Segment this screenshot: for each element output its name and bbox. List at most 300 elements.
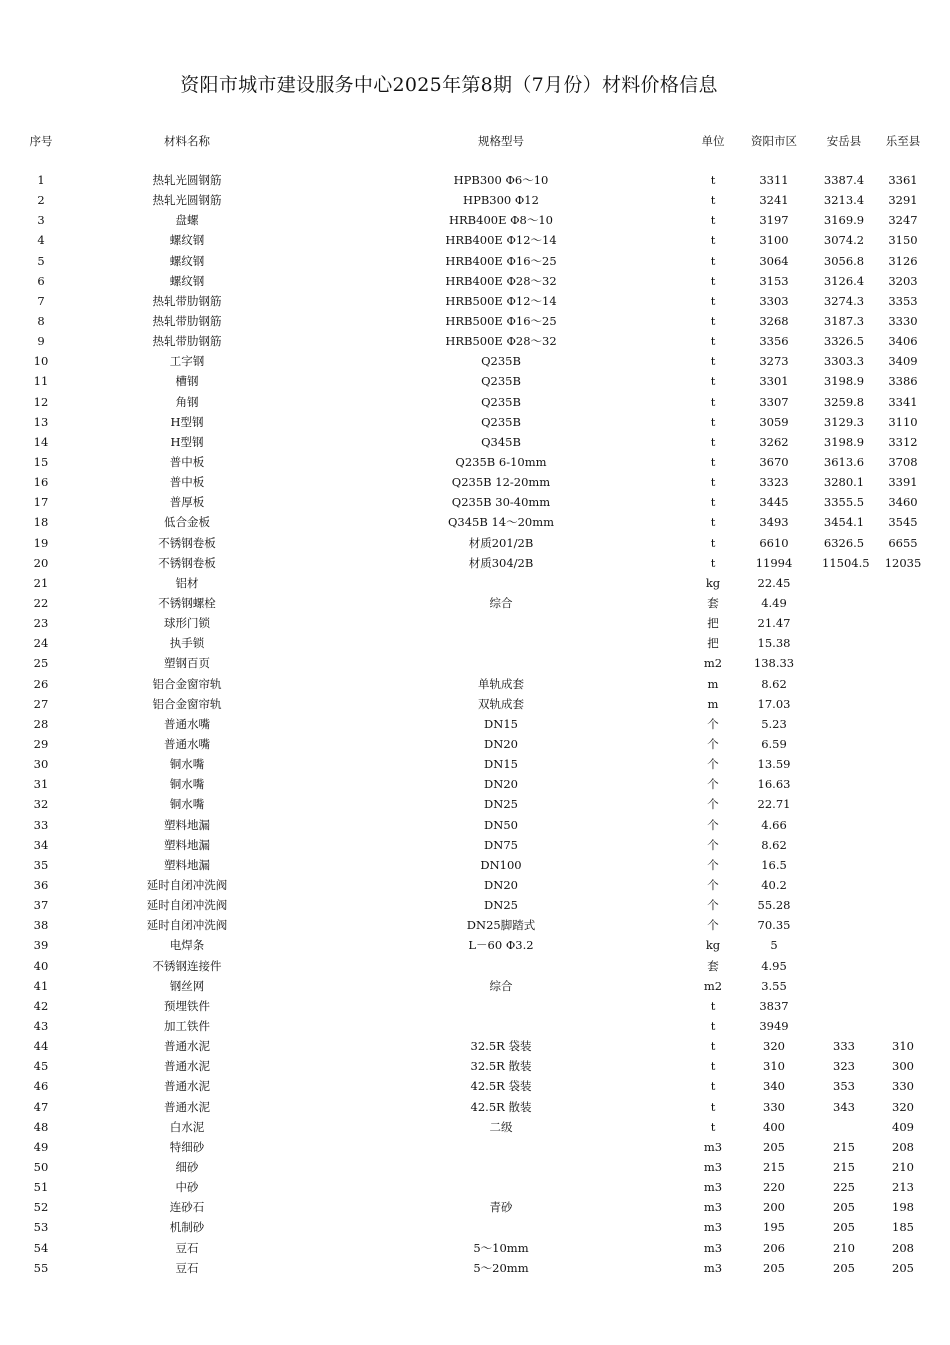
cell-unit: t xyxy=(710,233,716,248)
table-row xyxy=(10,291,940,311)
cell-lezhi xyxy=(866,694,940,714)
cell-ziyang: 4.49 xyxy=(761,596,787,611)
cell-lezhi: 300 xyxy=(892,1059,914,1074)
cell-spec: HRB400E Φ12～14 xyxy=(445,233,557,248)
cell-spec: DN15 xyxy=(484,716,518,731)
spacer-cell xyxy=(10,152,940,170)
cell-lezhi xyxy=(866,855,940,875)
cell-spec xyxy=(302,653,700,673)
cell-no: 16 xyxy=(33,475,49,490)
cell-ziyang: 4.95 xyxy=(761,958,787,973)
cell-lezhi xyxy=(866,754,940,774)
cell-no: 25 xyxy=(33,656,49,671)
cell-lezhi: 208 xyxy=(892,1240,914,1255)
header-ziyang: 资阳市区 xyxy=(751,134,797,148)
title-text: 资阳市城市建设服务中心2025年第8期（7月份）材料价格信息 xyxy=(180,74,718,96)
cell-spec: DN20 xyxy=(484,737,518,751)
header-no: 序号 xyxy=(29,134,53,148)
table-row xyxy=(10,573,940,593)
table-row xyxy=(10,230,940,250)
cell-no: 14 xyxy=(33,434,49,449)
cell-lezhi: 12035 xyxy=(884,555,922,570)
cell-unit: 套 xyxy=(707,596,719,611)
table-row xyxy=(10,794,940,814)
cell-no: 39 xyxy=(33,938,49,953)
cell-unit: m3 xyxy=(703,1180,723,1195)
cell-anyue: 3303.3 xyxy=(823,354,865,369)
cell-ziyang: 220 xyxy=(763,1180,785,1195)
cell-lezhi: 3545 xyxy=(888,515,918,530)
cell-unit: t xyxy=(710,253,716,268)
header-spacer xyxy=(10,152,940,170)
table-row xyxy=(10,1096,940,1116)
cell-ziyang: 310 xyxy=(763,1059,785,1074)
cell-no: 12 xyxy=(33,394,49,409)
cell-anyue xyxy=(822,996,866,1016)
cell-name: 豆石 xyxy=(175,1240,199,1255)
cell-unit: t xyxy=(710,354,716,369)
cell-name: 低合金板 xyxy=(164,515,210,530)
cell-spec: Q345B 14～20mm xyxy=(447,515,555,530)
table-row xyxy=(10,955,940,975)
cell-spec: DN100 xyxy=(480,857,522,872)
cell-no: 19 xyxy=(33,535,49,550)
cell-ziyang: 8.62 xyxy=(761,837,787,852)
cell-anyue: 215 xyxy=(833,1139,855,1154)
cell-no: 29 xyxy=(33,737,49,751)
cell-no: 15 xyxy=(33,455,49,470)
cell-no: 18 xyxy=(33,515,49,530)
cell-name: 螺纹钢 xyxy=(169,273,205,288)
cell-ziyang: 3301 xyxy=(759,374,789,389)
table-row xyxy=(10,351,940,371)
cell-unit: m3 xyxy=(703,1139,723,1154)
cell-lezhi xyxy=(866,653,940,673)
cell-ziyang: 22.45 xyxy=(757,575,791,590)
cell-lezhi: 3708 xyxy=(888,455,918,470)
cell-spec: 青砂 xyxy=(489,1200,513,1215)
cell-no: 53 xyxy=(33,1220,49,1235)
cell-lezhi xyxy=(866,774,940,794)
cell-anyue xyxy=(822,694,866,714)
cell-spec: DN75 xyxy=(484,837,518,852)
cell-unit: m xyxy=(707,696,719,711)
cell-lezhi: 3386 xyxy=(888,374,918,389)
cell-ziyang: 400 xyxy=(763,1119,785,1134)
cell-lezhi xyxy=(866,613,940,633)
cell-no: 11 xyxy=(33,374,49,389)
cell-spec: DN50 xyxy=(484,817,518,832)
table-row xyxy=(10,392,940,412)
cell-unit: t xyxy=(710,1059,716,1074)
cell-unit: t xyxy=(710,455,716,470)
header-lezhi: 乐至县 xyxy=(885,134,921,148)
cell-lezhi: 6655 xyxy=(888,535,918,550)
table-row xyxy=(10,170,940,190)
cell-no: 46 xyxy=(33,1079,49,1094)
cell-ziyang: 3262 xyxy=(759,434,789,449)
cell-unit: 个 xyxy=(707,716,719,731)
table-row xyxy=(10,1056,940,1076)
cell-ziyang: 3311 xyxy=(759,173,789,188)
cell-lezhi: 208 xyxy=(892,1139,914,1154)
cell-name: 塑料地漏 xyxy=(164,837,210,852)
cell-lezhi: 3110 xyxy=(888,414,918,429)
cell-spec: 二级 xyxy=(489,1119,513,1134)
cell-name: 不锈钢螺栓 xyxy=(158,596,216,611)
cell-name: 铝合金窗帘轨 xyxy=(152,696,222,711)
cell-ziyang: 5 xyxy=(770,938,778,953)
cell-ziyang: 4.66 xyxy=(761,817,787,832)
table-row xyxy=(10,1217,940,1237)
cell-unit: t xyxy=(710,475,716,490)
table-row xyxy=(10,835,940,855)
cell-ziyang: 3670 xyxy=(759,455,789,470)
table-row xyxy=(10,653,940,673)
cell-unit: t xyxy=(710,1079,716,1094)
table-row xyxy=(10,190,940,210)
cell-no: 35 xyxy=(33,857,49,872)
cell-spec: 42.5R 散装 xyxy=(470,1099,532,1114)
cell-unit: t xyxy=(710,273,716,288)
cell-lezhi xyxy=(866,955,940,975)
cell-lezhi: 3409 xyxy=(888,354,918,369)
cell-anyue: 205 xyxy=(833,1220,855,1235)
cell-name: 预埋铁件 xyxy=(164,998,210,1013)
cell-spec: 32.5R 袋装 xyxy=(470,1039,532,1054)
cell-name: 电焊条 xyxy=(169,938,205,953)
cell-lezhi: 3361 xyxy=(888,173,918,188)
cell-ziyang: 40.2 xyxy=(761,877,787,892)
table-row xyxy=(10,754,940,774)
cell-name: 加工铁件 xyxy=(164,1018,210,1033)
cell-lezhi: 3312 xyxy=(888,434,918,449)
cell-ziyang: 3064 xyxy=(759,253,789,268)
cell-ziyang: 3059 xyxy=(759,414,789,429)
cell-no: 10 xyxy=(33,354,49,369)
cell-anyue: 3169.9 xyxy=(823,213,865,228)
cell-ziyang: 200 xyxy=(763,1200,785,1215)
cell-no: 27 xyxy=(33,696,49,711)
cell-anyue: 225 xyxy=(833,1180,855,1195)
cell-name: 不锈钢卷板 xyxy=(158,535,216,550)
cell-no: 49 xyxy=(33,1139,49,1154)
cell-lezhi xyxy=(866,976,940,996)
cell-name: 连砂石 xyxy=(169,1200,205,1215)
table-row xyxy=(10,734,940,754)
cell-ziyang: 5.23 xyxy=(761,716,787,731)
cell-name: 细砂 xyxy=(175,1159,199,1174)
cell-unit: m2 xyxy=(703,656,723,671)
cell-no: 36 xyxy=(33,877,49,892)
table-row xyxy=(10,935,940,955)
cell-no: 20 xyxy=(33,555,49,570)
cell-name: 延时自闭冲洗阀 xyxy=(146,898,228,913)
cell-anyue: 3198.9 xyxy=(823,434,865,449)
cell-name: 普厚板 xyxy=(169,495,205,510)
cell-spec: Q235B 6-10mm xyxy=(455,455,547,470)
cell-unit: 个 xyxy=(707,757,719,772)
cell-no: 45 xyxy=(33,1059,49,1074)
cell-unit: t xyxy=(710,434,716,449)
cell-ziyang: 3303 xyxy=(759,293,789,308)
cell-unit: 个 xyxy=(707,877,719,892)
cell-anyue: 6326.5 xyxy=(823,535,865,550)
cell-anyue xyxy=(822,754,866,774)
cell-no: 40 xyxy=(33,958,49,973)
cell-unit: m3 xyxy=(703,1260,723,1275)
cell-anyue xyxy=(822,573,866,593)
table-row xyxy=(10,613,940,633)
table-row xyxy=(10,1258,940,1278)
cell-no: 3 xyxy=(37,213,45,228)
cell-spec xyxy=(302,996,700,1016)
cell-unit: m3 xyxy=(703,1240,723,1255)
cell-name: 热轧光圆钢筋 xyxy=(152,193,222,208)
table-row xyxy=(10,492,940,512)
cell-unit: t xyxy=(710,1099,716,1114)
cell-spec: L－60 Φ3.2 xyxy=(468,938,534,953)
cell-anyue xyxy=(822,593,866,613)
cell-spec: HRB500E Φ28～32 xyxy=(445,334,557,349)
cell-unit: m xyxy=(707,676,719,691)
cell-spec xyxy=(302,1157,700,1177)
cell-anyue xyxy=(822,734,866,754)
table-row xyxy=(10,412,940,432)
cell-anyue: 3280.1 xyxy=(823,475,865,490)
cell-lezhi: 3203 xyxy=(888,273,918,288)
cell-spec: Q235B xyxy=(481,354,521,369)
cell-spec: HRB400E Φ16～25 xyxy=(445,253,557,268)
cell-anyue: 3326.5 xyxy=(823,334,865,349)
cell-unit: kg xyxy=(705,575,721,590)
cell-no: 51 xyxy=(33,1180,49,1195)
cell-anyue xyxy=(822,895,866,915)
cell-no: 23 xyxy=(33,616,49,631)
cell-no: 44 xyxy=(33,1039,49,1054)
cell-anyue: 343 xyxy=(833,1099,855,1114)
cell-anyue: 3056.8 xyxy=(823,253,865,268)
cell-anyue: 3198.9 xyxy=(823,374,865,389)
cell-lezhi: 3391 xyxy=(888,475,918,490)
cell-ziyang: 320 xyxy=(763,1039,785,1054)
cell-unit: t xyxy=(710,173,716,188)
cell-no: 1 xyxy=(37,173,45,188)
cell-anyue: 3355.5 xyxy=(823,495,865,510)
cell-anyue xyxy=(822,714,866,734)
cell-unit: t xyxy=(710,998,716,1013)
table-row xyxy=(10,815,940,835)
cell-no: 2 xyxy=(37,193,45,208)
cell-lezhi xyxy=(866,593,940,613)
table-row xyxy=(10,875,940,895)
cell-ziyang: 6.59 xyxy=(761,737,787,751)
cell-name: 塑料地漏 xyxy=(164,817,210,832)
cell-name: 工字钢 xyxy=(169,354,205,369)
table-row xyxy=(10,1197,940,1217)
cell-lezhi: 3460 xyxy=(888,495,918,510)
cell-name: 豆石 xyxy=(175,1260,199,1275)
table-row xyxy=(10,895,940,915)
cell-anyue: 3074.2 xyxy=(823,233,865,248)
cell-anyue: 3126.4 xyxy=(823,273,865,288)
cell-unit: t xyxy=(710,495,716,510)
cell-name: 机制砂 xyxy=(169,1220,205,1235)
cell-spec: 材质304/2B xyxy=(468,555,534,570)
table-row xyxy=(10,331,940,351)
cell-anyue xyxy=(822,1016,866,1036)
cell-no: 55 xyxy=(33,1260,49,1275)
cell-name: 盘螺 xyxy=(175,213,199,228)
cell-lezhi: 3247 xyxy=(888,213,918,228)
cell-anyue: 3387.4 xyxy=(823,173,865,188)
cell-spec: 单轨成套 xyxy=(478,676,524,691)
cell-anyue xyxy=(822,633,866,653)
cell-name: 热轧带肋钢筋 xyxy=(152,334,222,349)
cell-no: 4 xyxy=(37,233,45,248)
cell-anyue xyxy=(822,875,866,895)
cell-lezhi: 330 xyxy=(892,1079,914,1094)
cell-anyue xyxy=(822,935,866,955)
cell-spec: 5～20mm xyxy=(473,1260,529,1275)
cell-ziyang: 3356 xyxy=(759,334,789,349)
cell-anyue xyxy=(822,915,866,935)
cell-lezhi: 409 xyxy=(892,1119,914,1134)
cell-unit: 个 xyxy=(707,918,719,933)
table-row xyxy=(10,996,940,1016)
cell-spec: Q235B 30-40mm xyxy=(451,495,551,510)
cell-ziyang: 15.38 xyxy=(757,636,791,651)
cell-unit: 个 xyxy=(707,898,719,913)
table-row xyxy=(10,694,940,714)
cell-lezhi xyxy=(866,674,940,694)
cell-anyue xyxy=(822,653,866,673)
cell-no: 42 xyxy=(33,998,49,1013)
cell-no: 8 xyxy=(37,314,45,329)
cell-lezhi xyxy=(866,1016,940,1036)
table-row xyxy=(10,774,940,794)
cell-spec: Q345B xyxy=(481,434,521,449)
cell-name: 延时自闭冲洗阀 xyxy=(146,877,228,892)
cell-spec xyxy=(302,1217,700,1237)
cell-lezhi: 213 xyxy=(892,1180,914,1195)
table-row xyxy=(10,271,940,291)
header-anyue: 安岳县 xyxy=(826,134,862,148)
cell-unit: 个 xyxy=(707,837,719,852)
table-row xyxy=(10,472,940,492)
table-row xyxy=(10,1157,940,1177)
table-row xyxy=(10,633,940,653)
cell-spec: DN20 xyxy=(484,877,518,892)
cell-lezhi: 185 xyxy=(892,1220,914,1235)
cell-no: 6 xyxy=(37,273,45,288)
cell-no: 24 xyxy=(33,636,49,651)
cell-ziyang: 3268 xyxy=(759,314,789,329)
cell-ziyang: 206 xyxy=(763,1240,785,1255)
cell-ziyang: 22.71 xyxy=(757,797,791,812)
cell-name: H型钢 xyxy=(170,434,204,449)
cell-lezhi xyxy=(866,895,940,915)
table-row xyxy=(10,855,940,875)
cell-ziyang: 205 xyxy=(763,1260,785,1275)
table-row xyxy=(10,512,940,532)
table-row xyxy=(10,1137,940,1157)
cell-name: 角钢 xyxy=(175,394,199,409)
table-row xyxy=(10,452,940,472)
cell-spec: 材质201/2B xyxy=(468,535,534,550)
cell-ziyang: 3197 xyxy=(759,213,789,228)
cell-ziyang: 17.03 xyxy=(757,696,791,711)
cell-no: 43 xyxy=(33,1018,49,1033)
cell-anyue xyxy=(822,855,866,875)
cell-spec: HRB500E Φ12～14 xyxy=(445,293,557,308)
cell-name: 塑料地漏 xyxy=(164,857,210,872)
cell-ziyang: 3.55 xyxy=(761,978,787,993)
table-row xyxy=(10,1036,940,1056)
cell-ziyang: 330 xyxy=(763,1099,785,1114)
cell-anyue: 11504.5 xyxy=(822,555,870,570)
cell-unit: t xyxy=(710,394,716,409)
cell-name: 塑钢百页 xyxy=(164,656,210,671)
cell-spec: 综合 xyxy=(489,978,513,993)
cell-unit: 个 xyxy=(707,797,719,812)
cell-lezhi xyxy=(866,875,940,895)
cell-no: 13 xyxy=(33,414,49,429)
cell-name: 铝材 xyxy=(175,575,199,590)
cell-name: 铜水嘴 xyxy=(169,757,205,772)
cell-lezhi: 205 xyxy=(892,1260,914,1275)
cell-unit: t xyxy=(710,293,716,308)
cell-spec: Q235B xyxy=(481,374,521,389)
table-row xyxy=(10,1076,940,1096)
cell-no: 17 xyxy=(33,495,49,510)
cell-spec: DN25 xyxy=(484,797,518,812)
cell-lezhi: 3341 xyxy=(888,394,918,409)
cell-no: 54 xyxy=(33,1240,49,1255)
cell-unit: m3 xyxy=(703,1200,723,1215)
cell-unit: m3 xyxy=(703,1220,723,1235)
cell-anyue xyxy=(822,674,866,694)
cell-ziyang: 3241 xyxy=(759,193,789,208)
cell-anyue: 3274.3 xyxy=(823,293,865,308)
cell-ziyang: 3100 xyxy=(759,233,789,248)
cell-ziyang: 195 xyxy=(763,1220,785,1235)
cell-anyue: 3454.1 xyxy=(823,515,865,530)
cell-unit: t xyxy=(710,374,716,389)
cell-no: 37 xyxy=(33,898,49,913)
cell-ziyang: 3949 xyxy=(759,1018,789,1033)
cell-lezhi xyxy=(866,633,940,653)
table-row xyxy=(10,976,940,996)
cell-name: 热轧带肋钢筋 xyxy=(152,293,222,308)
table-body xyxy=(10,170,940,1278)
cell-anyue: 3187.3 xyxy=(823,314,865,329)
table-row xyxy=(10,553,940,573)
cell-name: 不锈钢连接件 xyxy=(152,958,222,973)
cell-spec xyxy=(302,1137,700,1157)
cell-ziyang: 6610 xyxy=(759,535,789,550)
cell-ziyang: 70.35 xyxy=(757,918,791,933)
cell-no: 33 xyxy=(33,817,49,832)
cell-ziyang: 3323 xyxy=(759,475,789,490)
cell-anyue xyxy=(822,613,866,633)
cell-no: 52 xyxy=(33,1200,49,1215)
cell-no: 41 xyxy=(33,978,49,993)
cell-no: 7 xyxy=(37,293,45,308)
cell-lezhi: 3406 xyxy=(888,334,918,349)
cell-spec xyxy=(302,633,700,653)
table-row xyxy=(10,1117,940,1137)
